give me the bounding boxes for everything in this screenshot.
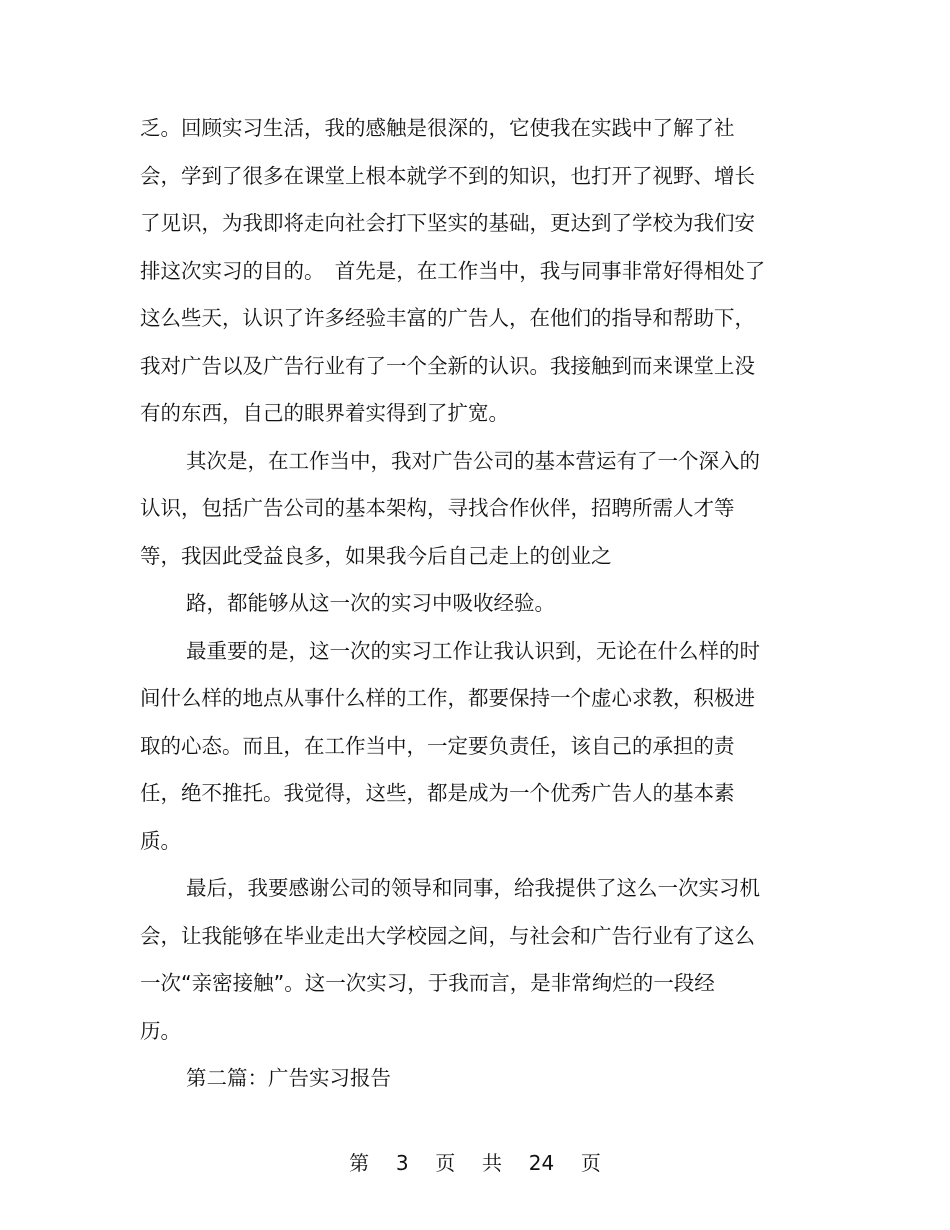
paragraph-line: 取的心态。而且，在工作当中，一定要负责任，该自己的承担的责 (140, 734, 735, 758)
footer-page-label: 页 (435, 1151, 456, 1175)
paragraph-line: 我对广告以及广告行业有了一个全新的认识。我接触到而来课堂上没 (140, 354, 755, 378)
paragraph-line: 了见识，为我即将走向社会打下坚实的基础，更达到了学校为我们安 (140, 211, 755, 235)
footer-prefix: 第 (349, 1151, 370, 1175)
paragraph-line: 会，学到了很多在课堂上根本就学不到的知识，也打开了视野、增长 (140, 164, 755, 188)
paragraph-line: 路，都能够从这一次的实习中吸收经验。 (186, 591, 555, 615)
paragraph-line: 任，绝不推托。我觉得，这些，都是成为一个优秀广告人的基本素 (140, 781, 735, 805)
paragraph-line: 质。 (140, 829, 181, 853)
footer-suffix: 页 (580, 1151, 601, 1175)
paragraph-line: 排这次实习的目的。 首先是，在工作当中，我与同事非常好得相处了 (140, 259, 766, 283)
paragraph-line: 其次是，在工作当中，我对广告公司的基本营运有了一个深入的 (186, 449, 760, 473)
paragraph-line: 最重要的是，这一次的实习工作让我认识到，无论在什么样的时 (186, 639, 760, 663)
current-page-number: 3 (395, 1151, 409, 1175)
total-page-count: 24 (528, 1151, 555, 1175)
paragraph-line: 有的东西，自己的眼界着实得到了扩宽。 (140, 401, 509, 425)
paragraph-line: 认识，包括广告公司的基本架构，寻找合作伙伴，招聘所需人才等 (140, 496, 735, 520)
paragraph-line: 最后，我要感谢公司的领导和同事，给我提供了这么一次实习机 (186, 876, 760, 900)
paragraph-line: 等，我因此受益良多，如果我今后自己走上的创业之 (140, 544, 612, 568)
paragraph-line: 一次“亲密接触”。这一次实习，于我而言，是非常绚烂的一段经 (140, 971, 715, 995)
footer-total-label: 共 (482, 1151, 502, 1175)
paragraph-line: 间什么样的地点从事什么样的工作，都要保持一个虚心求教，积极进 (140, 686, 755, 710)
paragraph-line: 乏。回顾实习生活，我的感触是很深的，它使我在实践中了解了社 (140, 116, 735, 140)
page-footer (0, 1150, 950, 1176)
paragraph-line: 历。 (140, 1019, 181, 1043)
paragraph-line: 这么些天，认识了许多经验丰富的广告人，在他们的指导和帮助下， (140, 306, 755, 330)
paragraph-line: 会，让我能够在毕业走出大学校园之间，与社会和广告行业有了这么 (140, 924, 755, 948)
section-heading: 第二篇：广告实习报告 (186, 1066, 391, 1090)
